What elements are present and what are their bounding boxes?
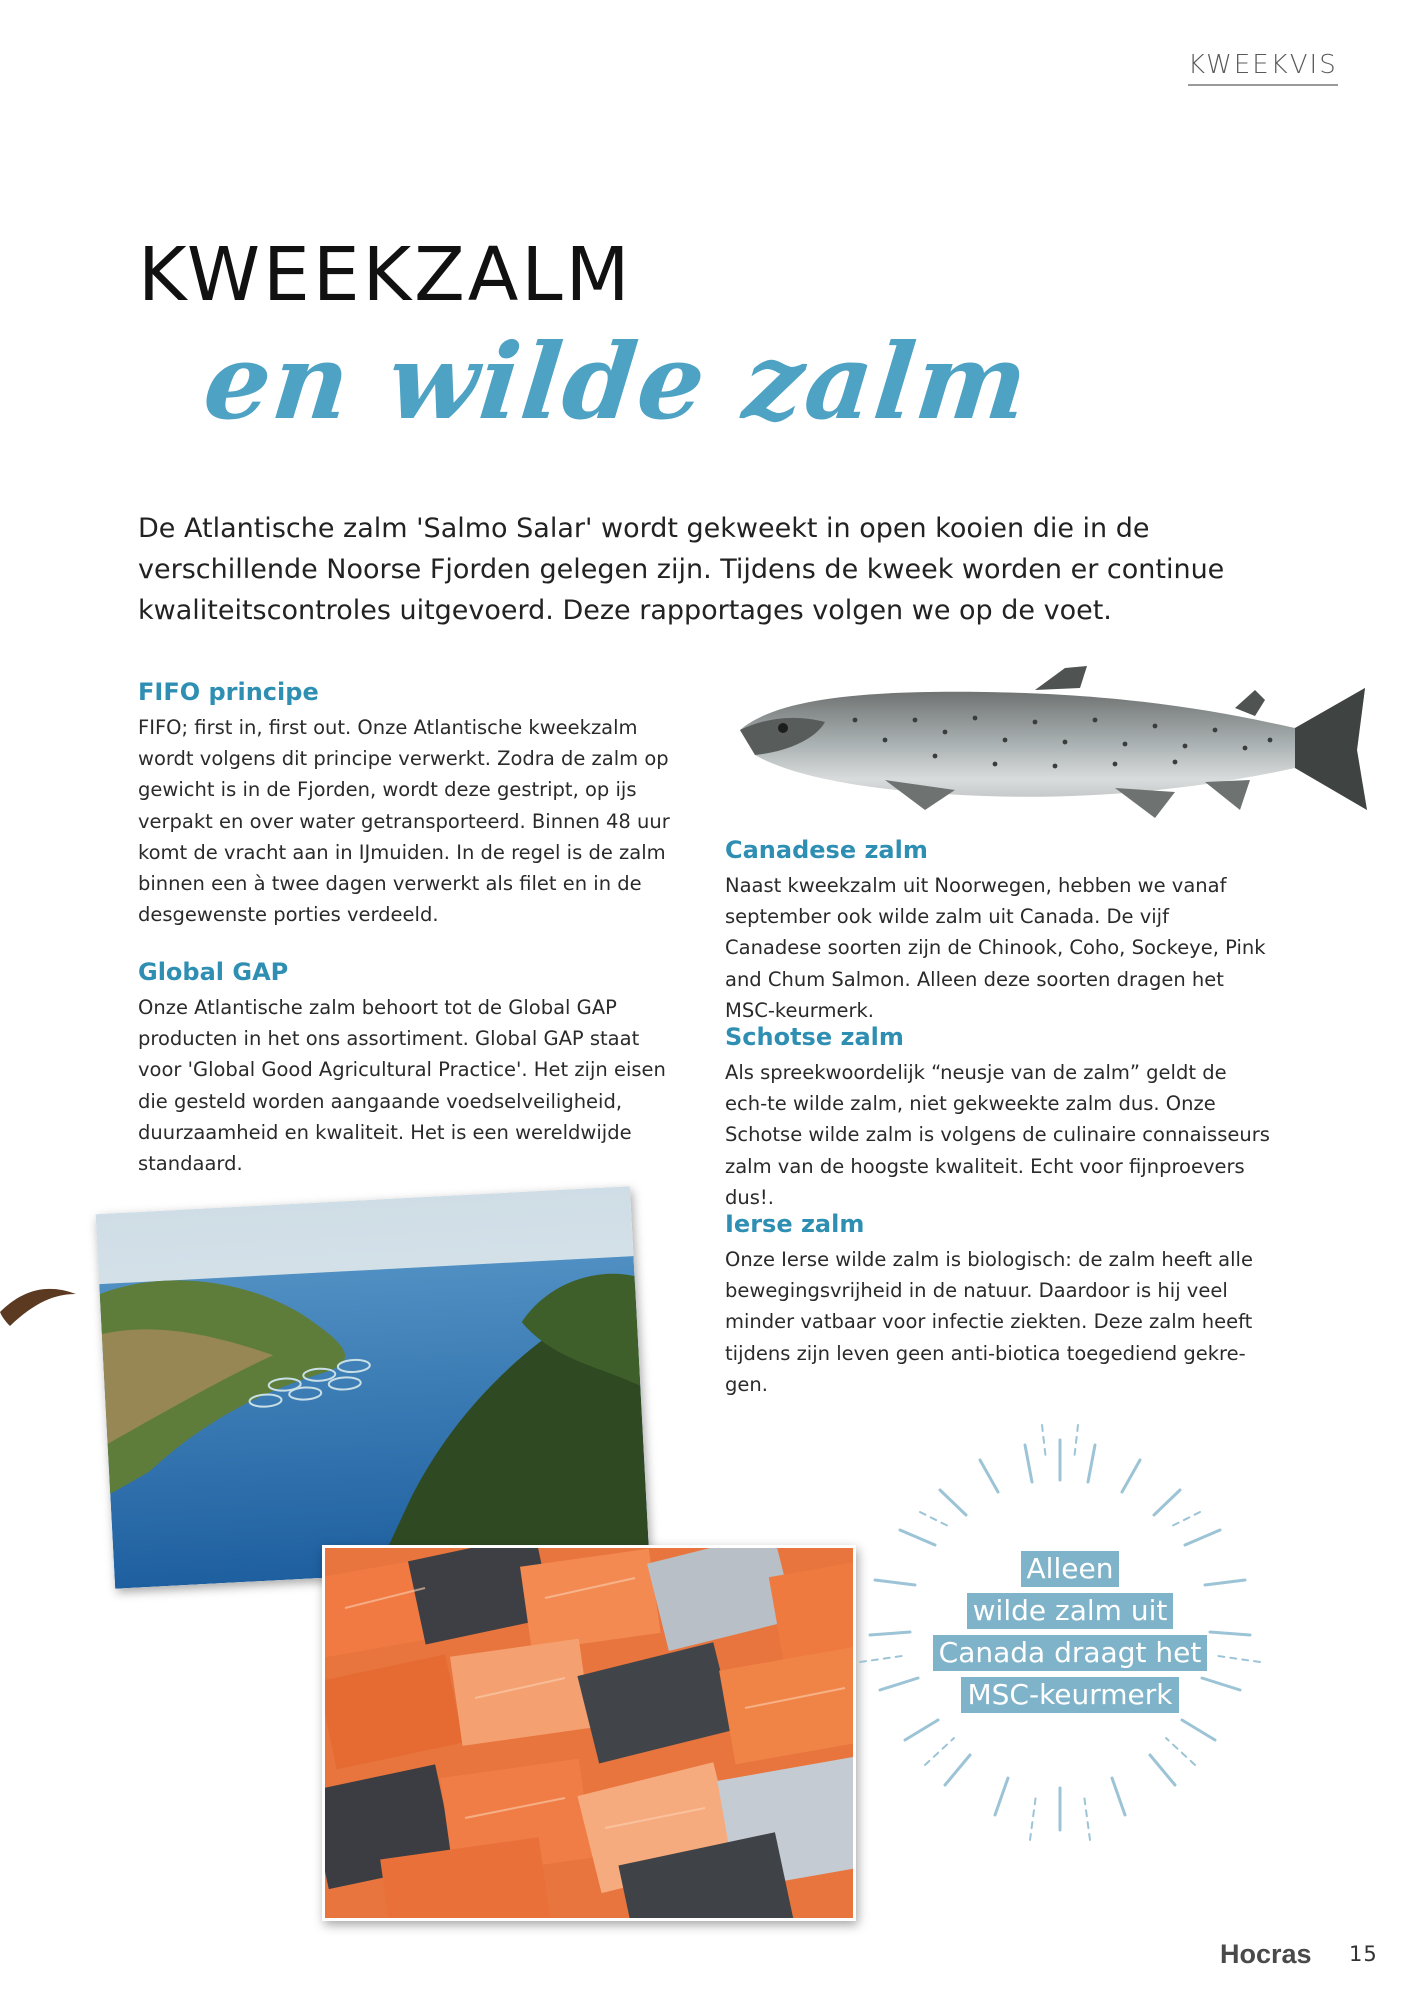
- bird-decoration: [0, 1272, 80, 1332]
- page-title: KWEEKZALM: [138, 232, 633, 318]
- fifo-heading: FIFO principe: [138, 678, 319, 706]
- canada-section: [725, 834, 1270, 1026]
- ireland-section: [725, 1208, 1270, 1400]
- scotland-section: [725, 1021, 1270, 1213]
- canada-heading: Canadese zalm: [725, 836, 928, 864]
- intro-paragraph: De Atlantische zalm 'Salmo Salar' wordt gekweekt in open kooien die in de verschillende Noorse Fjorden gelegen zijn. Tijdens de kweek worden er continue kwaliteitscontroles uitgevoerd. Deze rapportages volgen we op de voet.: [138, 513, 1225, 626]
- scotland-heading: Schotse zalm: [725, 1023, 904, 1051]
- fjord-photo: [96, 1186, 650, 1588]
- msc-callout-line-4: MSC-keurmerk: [961, 1677, 1178, 1713]
- section-label: KWEEKVIS: [1188, 50, 1338, 86]
- msc-callout-line-1: Alleen: [1021, 1551, 1120, 1587]
- page-subtitle-script: en wilde zalm: [198, 320, 1036, 443]
- ireland-body: Onze Ierse wilde zalm is biologisch: de zalm heeft alle bewegingsvrijheid in de natuur. Daardoor is hij veel minder vatbaar voor infectie ziekten. Deze zalm heeft tijdens zijn leven geen anti-biotica toegediend gekre-gen.: [725, 1248, 1253, 1396]
- fjord-photo-illustration: [96, 1186, 650, 1588]
- ireland-heading: Ierse zalm: [725, 1210, 865, 1238]
- msc-callout: [920, 1548, 1220, 1716]
- page-number: 15: [1349, 1942, 1378, 1966]
- salmon-portions-illustration: [325, 1548, 853, 1918]
- globalgap-body: Onze Atlantische zalm behoort tot de Global GAP producten in het ons assortiment. Global GAP staat voor 'Global Good Agricultural Practice'. Het zijn eisen die gesteld worden aangaande voedselveiligheid, duurzaamheid en kwaliteit. Het is een wereldwijde standaard.: [138, 996, 666, 1176]
- canada-body: Naast kweekzalm uit Noorwegen, hebben we vanaf september ook wilde zalm uit Canada. De vijf Canadese soorten zijn de Chinook, Coho, Sockeye, Pink and Chum Salmon. Alleen deze soorten dragen het MSC-keurmerk.: [725, 874, 1266, 1022]
- msc-callout-line-3: Canada draagt het: [933, 1635, 1208, 1671]
- brand-logo: Hocras: [1220, 1939, 1312, 1969]
- salmon-fish-image: [735, 660, 1375, 830]
- fifo-section: [138, 676, 678, 930]
- msc-callout-line-2: wilde zalm uit: [967, 1593, 1174, 1629]
- fifo-body: FIFO; first in, first out. Onze Atlantische kweekzalm wordt volgens dit principe verwerkt. Zodra de zalm op gewicht is in de Fjorden, wordt deze gestript, op ijs verpakt en over water getransporteerd. Binnen 48 uur komt de vracht aan in IJmuiden. In de regel is de zalm binnen een à twee dagen verwerkt als filet en in de desgewenste porties verdeeld.: [138, 716, 670, 927]
- scotland-body: Als spreekwoordelijk “neusje van de zalm” geldt de ech-te wilde zalm, niet gekweekte zalm dus. Onze Schotse wilde zalm is volgens de culinaire connaisseurs zalm van de hoogste kwaliteit. Echt voor fijnproevers dus!.: [725, 1061, 1270, 1209]
- salmon-portions-photo: [322, 1545, 856, 1921]
- globalgap-section: [138, 956, 678, 1179]
- globalgap-heading: Global GAP: [138, 958, 289, 986]
